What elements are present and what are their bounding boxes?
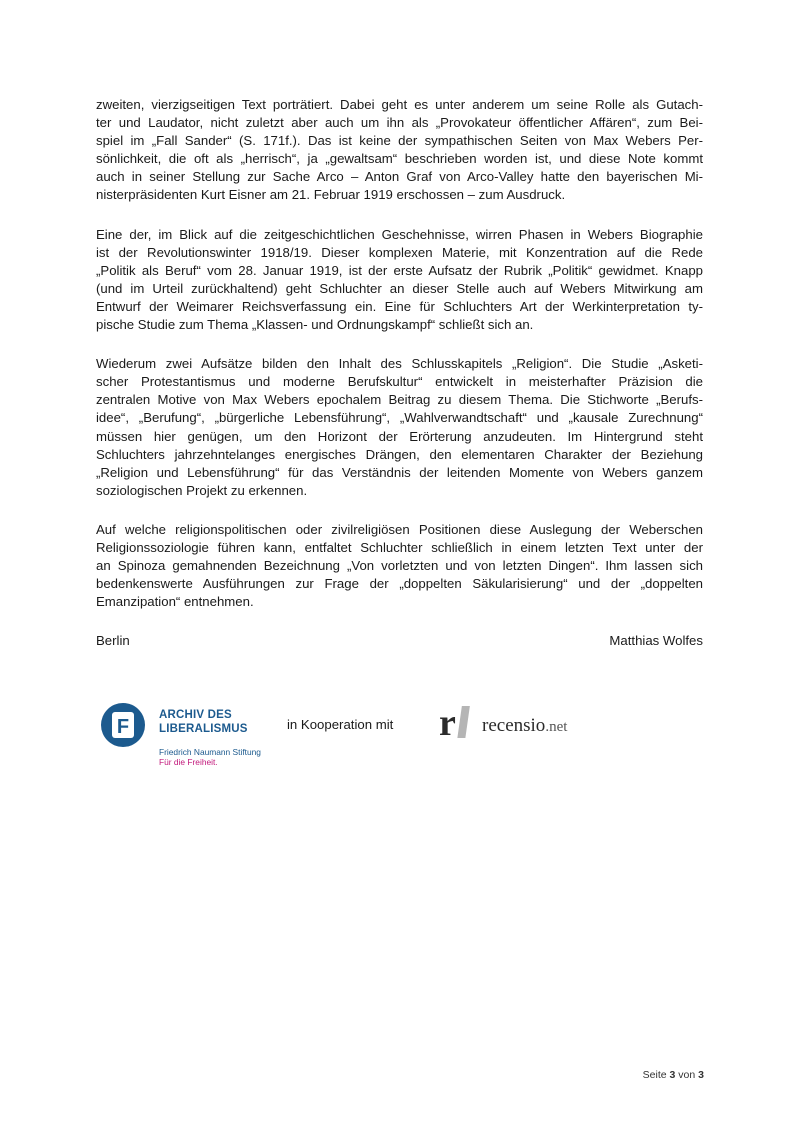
text-line: ter und Laudator, nicht zuletzt aber auch um ihn als „Provokateur öffentlicher Affären“, zum Bei- (96, 115, 703, 131)
page-prefix: Seite (642, 1069, 667, 1081)
fnst-subtitle: Friedrich Naumann Stiftung (159, 747, 261, 757)
text-line: sönlichkeit, die oft als „herrisch“, ja „gewaltsam“ beschrieben worden ist, und diese Note kommt (96, 151, 703, 167)
paragraph-1 (96, 96, 703, 205)
cooperation-label: in Kooperation mit (287, 717, 394, 732)
recensio-logo-icon (439, 705, 472, 741)
fnst-title-line-1: ARCHIV DES (159, 709, 232, 721)
text-line: Eine der, im Blick auf die zeitgeschichtlichen Geschehnisse, wirren Phasen in Webers Biographie (96, 226, 703, 242)
page-number (643, 1069, 704, 1081)
logo-bar (96, 700, 616, 780)
text-line: idee“, „Berufung“, „bürgerliche Lebensführung“, „Wahlverwandtschaft“ und „kausale Zurechnung“ (96, 410, 703, 426)
text-line: Religionssoziologie führen kann, entfaltet Schluchter schließlich in einem letzten Text unter der (96, 539, 703, 555)
recensio-tld: .net (545, 719, 568, 735)
fnst-logo-icon (100, 702, 146, 748)
signature-line (96, 632, 703, 650)
signature-place: Berlin (96, 633, 130, 649)
text-line: zweiten, vierzigseitigen Text porträtiert. Dabei geht es unter anderem um seine Rolle als Gutach- (96, 97, 703, 112)
page-separator: von (678, 1069, 696, 1081)
text-line: soziologischen Projekt zu erkennen. (96, 482, 308, 498)
recensio-name: recensio (482, 715, 546, 736)
fnst-logo-letter: F (116, 716, 130, 738)
text-line: scher Protestantismus und moderne Berufskultur“ entwickelt in meisterhafter Präzision die (96, 374, 703, 390)
text-line: (und im Urteil zurückhaltend) geht Schluchter an dieser Stelle auch auf Webers Mitwirkung am (96, 280, 703, 296)
paragraph-3 (96, 355, 703, 500)
review-body (96, 96, 703, 650)
text-line: Schluchters jahrzehntelanges energisches Drängen, den elementaren Charakter der Beziehung (96, 446, 703, 462)
paragraph-4 (96, 521, 703, 611)
text-line: auch in seiner Stellung zur Sache Arco – Anton Graf von Arco-Valley hatte den bayerischen Mi- (96, 169, 703, 185)
text-line: ist der Revolutionswinter 1918/19. Dieser komplexen Materie, mit Konzentration auf die Rede (96, 244, 703, 260)
text-line: Entwurf der Weimarer Reichsverfassung ein. Eine für Schluchters Art der Werkinterpretation ty- (96, 298, 703, 314)
text-line: müssen hier genügen, um den Horizont der Erörterung anzudeuten. Im Hintergrund steht (96, 428, 703, 444)
fnst-logo-title (159, 709, 248, 736)
text-line: nisterpräsidenten Kurt Eisner am 21. Februar 1919 erschossen – zum Ausdruck. (96, 187, 566, 203)
text-line: zentralen Motive von Max Webers epochalem Beitrag zu diesem Thema. Die Stichworte „Berufs- (96, 392, 703, 408)
text-line: an Spinoza gemahnenden Bezeichnung „Von vorletzten und von letzten Dingen“. Ihm lassen sich (96, 558, 703, 574)
recensio-logo-letter: r (439, 705, 456, 741)
text-line: Emanzipation“ entnehmen. (96, 594, 254, 610)
text-line: pische Studie zum Thema „Klassen- und Ordnungskampf“ schließt sich an. (96, 317, 534, 333)
signature-author: Matthias Wolfes (609, 633, 703, 649)
text-line: „Religion und Lebensführung“ für das Verständnis der leitenden Momente von Webers ganzem (96, 464, 703, 480)
paragraph-2 (96, 226, 703, 335)
total-pages: 3 (698, 1069, 704, 1081)
fnst-slogan: Für die Freiheit. (159, 757, 218, 767)
current-page: 3 (669, 1069, 676, 1081)
text-line: spiel im „Fall Sander“ (S. 171f.). Das ist keine der sympathischen Seiten von Max Webers Per- (96, 133, 703, 149)
text-line: „Politik als Beruf“ vom 28. Januar 1919, ist der erste Aufsatz der Rubrik „Politik“ gewidmet. Knapp (96, 262, 703, 278)
text-line: bedenkenswerte Ausführungen zur Frage der „doppelten Säkularisierung“ und der „doppelten (96, 576, 703, 592)
recensio-logo-text (482, 715, 567, 737)
text-line: Wiederum zwei Aufsätze bilden den Inhalt des Schlusskapitels „Religion“. Die Studie „Asketi- (96, 356, 703, 372)
text-line: Auf welche religionspolitischen oder zivilreligiösen Positionen diese Auslegung der Weberschen (96, 521, 703, 537)
fnst-title-line-2: LIBERALISMUS (159, 722, 248, 735)
